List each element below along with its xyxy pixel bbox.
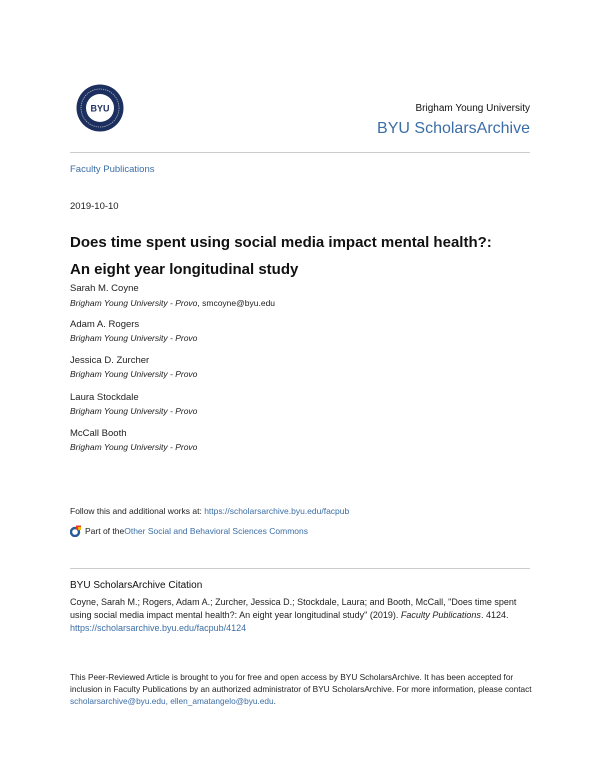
- archive-name-link[interactable]: BYU ScholarsArchive: [377, 120, 530, 137]
- collection-link[interactable]: Faculty Publications: [70, 164, 155, 175]
- author-block: [70, 283, 275, 309]
- citation-journal: Faculty Publications: [400, 610, 481, 621]
- author-block: [70, 428, 197, 453]
- byu-seal-logo: [76, 84, 124, 132]
- access-notice: [70, 671, 535, 708]
- author-name: McCall Booth: [70, 428, 127, 439]
- publication-date: 2019-10-10: [70, 201, 119, 212]
- author-affiliation: Brigham Young University - Provo: [70, 441, 198, 452]
- follow-line: [70, 506, 349, 516]
- author-name: Jessica D. Zurcher: [70, 355, 150, 366]
- citation-number: . 4124.: [480, 610, 509, 621]
- author-name: Adam A. Rogers: [70, 319, 140, 330]
- author-name: Laura Stockdale: [70, 392, 139, 403]
- author-affiliation: Brigham Young University - Provo: [70, 297, 198, 308]
- author-block: [70, 392, 197, 417]
- author-affiliation: Brigham Young University - Provo: [70, 332, 198, 343]
- author-affiliation: Brigham Young University - Provo: [70, 368, 198, 379]
- author-name: Sarah M. Coyne: [70, 283, 139, 294]
- author-affiliation: Brigham Young University - Provo: [70, 405, 198, 416]
- author-block: [70, 355, 197, 380]
- commons-link[interactable]: Other Social and Behavioral Sciences Commons: [124, 526, 309, 536]
- article-title: Does time spent using social media impact mental health?: An eight year longitudinal study: [70, 234, 492, 278]
- author-email: , smcoyne@byu.edu: [197, 297, 276, 308]
- author-block: [70, 319, 197, 344]
- citation-heading: BYU ScholarsArchive Citation: [70, 580, 203, 591]
- notice-end: .: [273, 696, 276, 707]
- divider: [70, 568, 530, 569]
- university-name: Brigham Young University: [415, 103, 530, 114]
- follow-text: Follow this and additional works at:: [70, 506, 205, 516]
- svg-text:BYU: BYU: [90, 103, 110, 114]
- citation-text: [70, 596, 535, 636]
- commons-network-icon: [70, 525, 82, 537]
- part-of-text: Part of the: [85, 526, 125, 536]
- citation-body: Coyne, Sarah M.; Rogers, Adam A.; Zurcher, Jessica D.; Stockdale, Laura; and Booth, McCall, "Does time spent using social media impact mental health?: An eight year longitudinal study" (2019).: [70, 597, 517, 621]
- notice-text: This Peer-Reviewed Article is brought to you for free and open access by BYU ScholarsArchive. It has been accepted for inclusion in Faculty Publications by an authorized administrator of BYU ScholarsArchive. For more information, please contact: [70, 672, 532, 695]
- citation-url-link[interactable]: https://scholarsarchive.byu.edu/facpub/4124: [70, 623, 247, 634]
- divider: [70, 152, 530, 153]
- facpub-link[interactable]: https://scholarsarchive.byu.edu/facpub: [204, 506, 350, 516]
- part-of-line: [70, 525, 308, 537]
- contact-email-link[interactable]: scholarsarchive@byu.edu, ellen_amatangelo@byu.edu: [70, 696, 274, 707]
